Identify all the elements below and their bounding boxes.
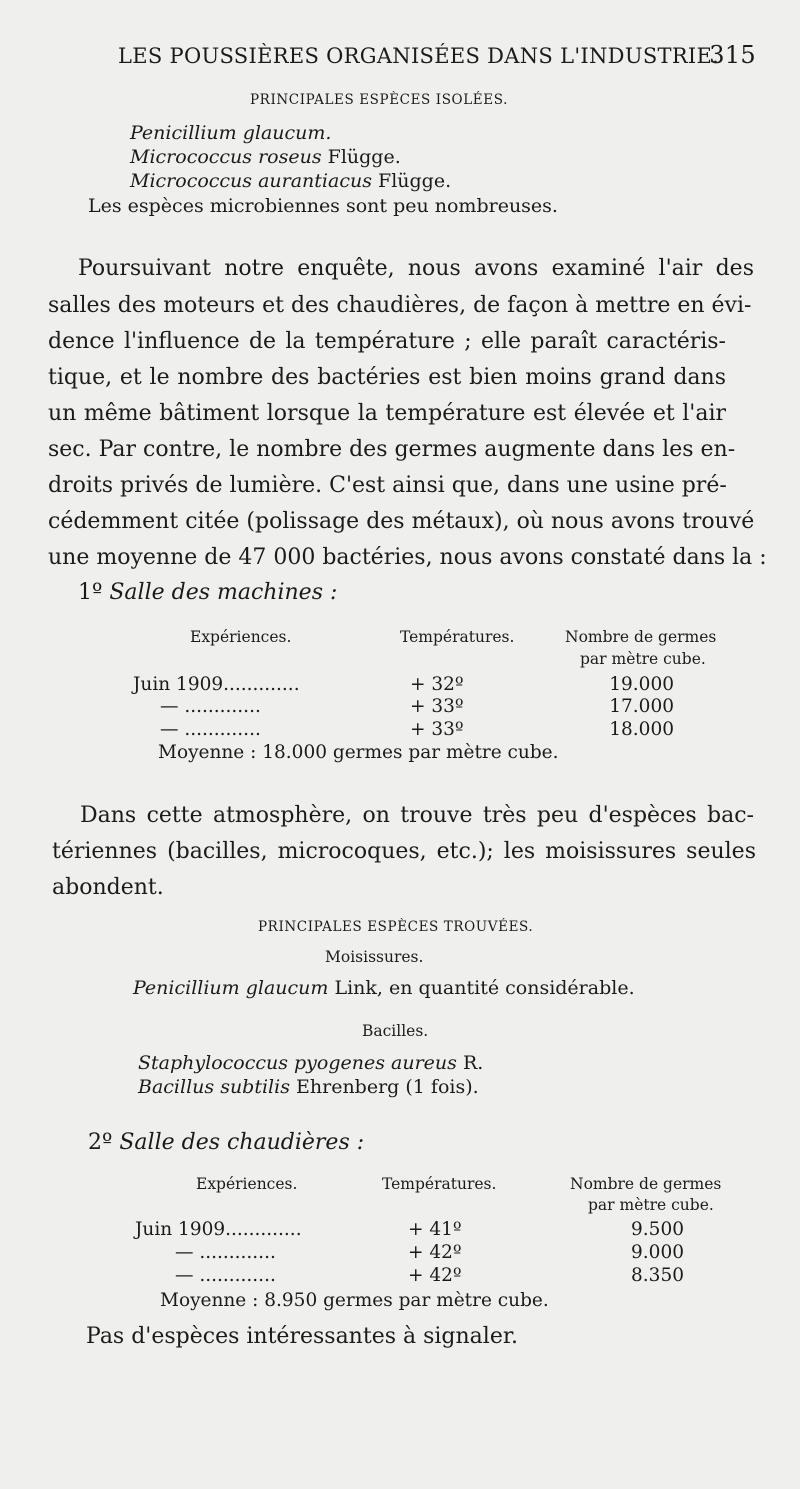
paragraph-line: Poursuivant notre enquête, nous avons examiné l'air des <box>78 256 754 281</box>
table-row-germs: 18.000 <box>609 719 674 740</box>
table-row-label: Juin 1909............. <box>133 674 300 695</box>
paragraph-line: droits privés de lumière. C'est ainsi que, dans une usine pré- <box>48 473 727 498</box>
paragraph-line: une moyenne de 47 000 bactéries, nous avons constaté dans la : <box>48 545 767 570</box>
running-head <box>118 41 756 69</box>
species-isolated-item: Micrococcus roseus Flügge. <box>130 146 401 168</box>
table-row-germs: 9.500 <box>631 1219 684 1240</box>
table-row-label: — ............. <box>175 1265 276 1286</box>
bacilli-heading: Bacilles. <box>362 1022 429 1040</box>
molds-heading: Moisissures. <box>325 948 424 966</box>
table-row-label: — ............. <box>160 696 261 717</box>
species-isolated-heading: PRINCIPALES ESPÈCES ISOLÉES. <box>250 92 508 108</box>
paragraph-line: tique, et le nombre des bactéries est bien moins grand dans <box>48 365 726 390</box>
column-header-experiences: Expériences. <box>190 628 292 646</box>
table-row-temp: + 41º <box>408 1219 462 1240</box>
table-row-label: — ............. <box>175 1242 276 1263</box>
table-average: Moyenne : 18.000 germes par mètre cube. <box>158 742 559 763</box>
table-row-germs: 8.350 <box>631 1265 684 1286</box>
column-header-temperatures: Températures. <box>400 628 515 646</box>
table-row-label: Juin 1909............. <box>135 1219 302 1240</box>
column-header-germs-unit: par mètre cube. <box>580 650 706 668</box>
table-row-temp: + 42º <box>408 1265 462 1286</box>
column-header-germs-unit: par mètre cube. <box>588 1196 714 1214</box>
species-isolated-note: Les espèces microbiennes sont peu nombreuses. <box>88 195 558 217</box>
column-header-temperatures: Températures. <box>382 1175 497 1193</box>
table-row-germs: 19.000 <box>609 674 674 695</box>
closing-line: Pas d'espèces intéressantes à signaler. <box>86 1324 518 1349</box>
bacillus-item: Staphylococcus pyogenes aureus R. <box>138 1052 484 1074</box>
table-row-label: — ............. <box>160 719 261 740</box>
section-title: 2º Salle des chaudières : <box>88 1130 365 1155</box>
paragraph-line: dence l'influence de la température ; elle paraît caractéris- <box>48 329 726 354</box>
table-row-germs: 9.000 <box>631 1242 684 1263</box>
page-number: 315 <box>709 41 756 69</box>
bacillus-item: Bacillus subtilis Ehrenberg (1 fois). <box>138 1076 479 1098</box>
paragraph-line: abondent. <box>52 875 164 900</box>
table-average: Moyenne : 8.950 germes par mètre cube. <box>160 1290 549 1311</box>
column-header-experiences: Expériences. <box>196 1175 298 1193</box>
paragraph-line: salles des moteurs et des chaudières, de façon à mettre en évi- <box>48 293 752 318</box>
paragraph-line: cédemment citée (polissage des métaux), où nous avons trouvé <box>48 509 755 534</box>
section-title: 1º Salle des machines : <box>78 580 338 605</box>
paragraph-line: sec. Par contre, le nombre des germes augmente dans les en- <box>48 437 736 462</box>
paragraph-line: tériennes (bacilles, microcoques, etc.); les moisissures seules <box>52 839 756 864</box>
column-header-germs: Nombre de germes <box>565 628 717 646</box>
species-found-heading: PRINCIPALES ESPÈCES TROUVÉES. <box>258 919 534 935</box>
table-row-temp: + 32º <box>410 674 464 695</box>
species-isolated-item: Micrococcus aurantiacus Flügge. <box>130 170 452 192</box>
table-row-temp: + 42º <box>408 1242 462 1263</box>
table-row-temp: + 33º <box>410 719 464 740</box>
paragraph-line: un même bâtiment lorsque la température est élevée et l'air <box>48 401 726 426</box>
paragraph-line: Dans cette atmosphère, on trouve très peu d'espèces bac- <box>80 803 754 828</box>
mold-item: Penicillium glaucum Link, en quantité considérable. <box>133 977 635 999</box>
table-row-germs: 17.000 <box>609 696 674 717</box>
running-head-title: LES POUSSIÈRES ORGANISÉES DANS L'INDUSTRIE. <box>118 44 720 68</box>
column-header-germs: Nombre de germes <box>570 1175 722 1193</box>
table-row-temp: + 33º <box>410 696 464 717</box>
species-isolated-item: Penicillium glaucum. <box>130 122 332 144</box>
